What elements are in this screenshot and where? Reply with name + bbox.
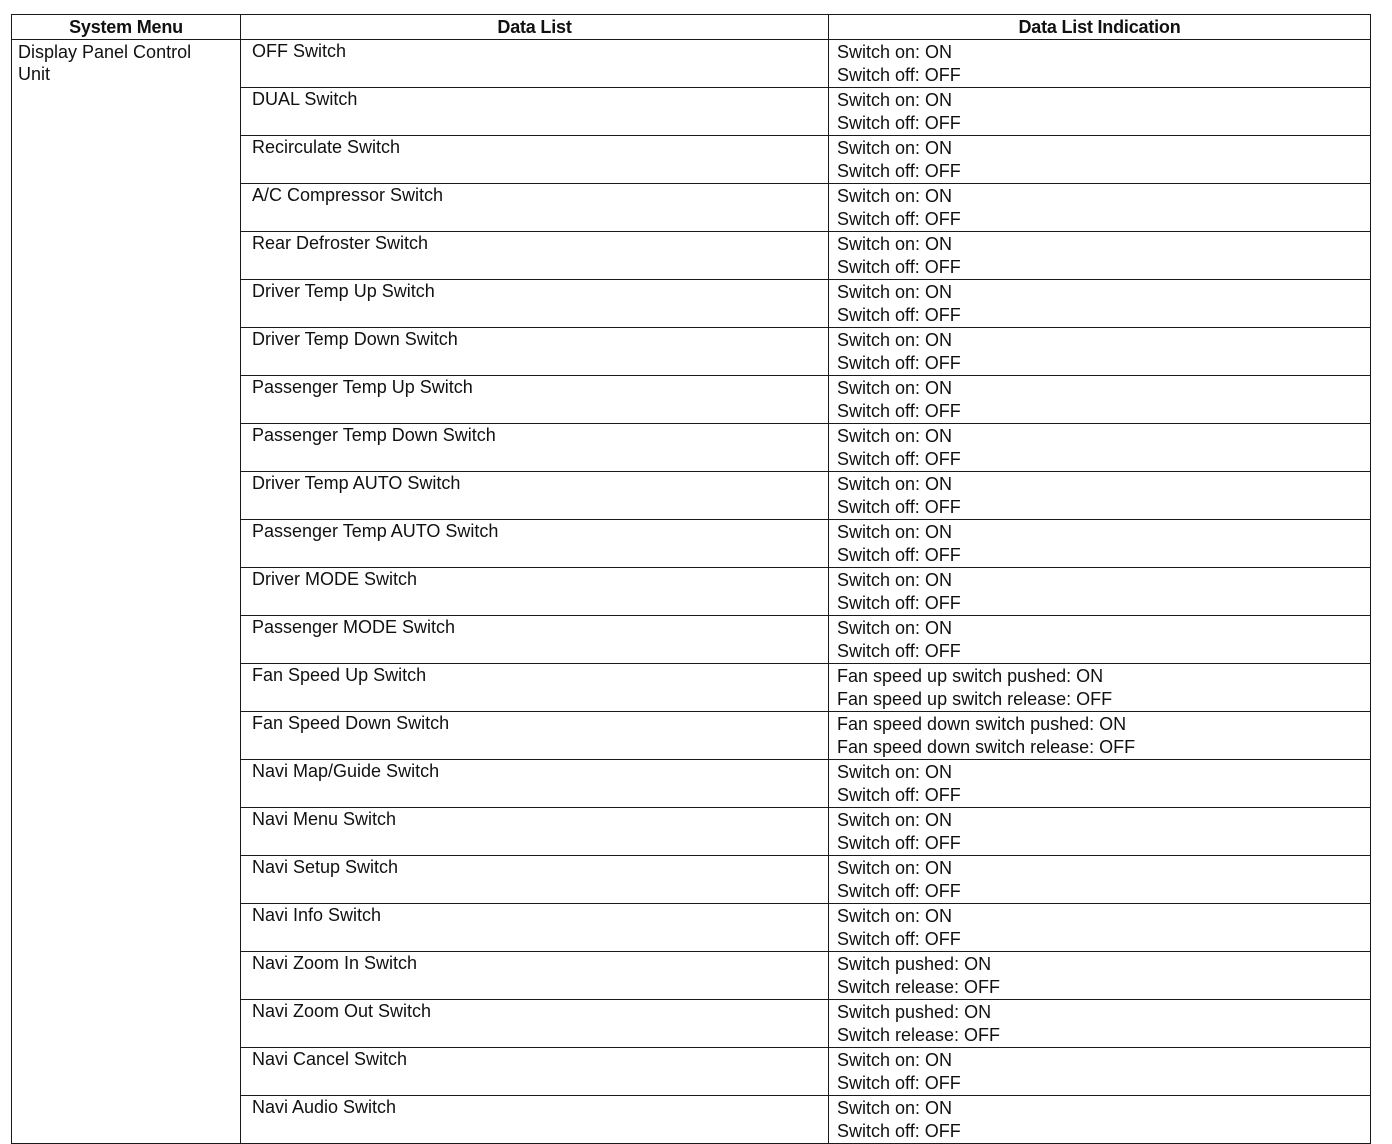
data-list-item: Driver Temp AUTO Switch (241, 472, 829, 520)
indication-line: Switch off: OFF (837, 209, 961, 229)
data-list-table (11, 14, 1371, 1144)
data-list-item: Navi Map/Guide Switch (241, 760, 829, 808)
table-header-row (12, 15, 1371, 40)
data-list-item: Passenger MODE Switch (241, 616, 829, 664)
indication-line: Fan speed down switch release: OFF (837, 737, 1136, 757)
indication-line: Fan speed up switch pushed: ON (837, 666, 1104, 686)
indication-line: Switch on: ON (837, 1098, 953, 1118)
indication-line: Switch off: OFF (837, 1073, 961, 1093)
indication-line: Switch off: OFF (837, 833, 961, 853)
indication-line: Fan speed down switch pushed: ON (837, 714, 1127, 734)
indication-line: Switch on: ON (837, 90, 953, 110)
indication-line: Switch on: ON (837, 138, 953, 158)
data-list-indication (829, 232, 1371, 280)
indication-line: Switch off: OFF (837, 305, 961, 325)
data-list-indication (829, 760, 1371, 808)
data-list-indication (829, 328, 1371, 376)
data-list-item: Navi Cancel Switch (241, 1048, 829, 1096)
data-list-indication (829, 136, 1371, 184)
data-list-item: Navi Menu Switch (241, 808, 829, 856)
indication-line: Switch on: ON (837, 522, 953, 542)
indication-line: Switch release: OFF (837, 977, 1001, 997)
document-page (11, 14, 1370, 1144)
indication-line: Switch on: ON (837, 474, 953, 494)
data-list-item: Navi Zoom Out Switch (241, 1000, 829, 1048)
indication-line: Switch on: ON (837, 1050, 953, 1070)
data-list-item: Passenger Temp Down Switch (241, 424, 829, 472)
system-menu-cell: Display Panel Control Unit (12, 40, 241, 1144)
indication-line: Switch on: ON (837, 282, 953, 302)
data-list-indication (829, 616, 1371, 664)
table-row (12, 40, 1371, 88)
data-list-indication (829, 1048, 1371, 1096)
indication-line: Switch off: OFF (837, 449, 961, 469)
table-body (12, 40, 1371, 1144)
indication-line: Fan speed up switch release: OFF (837, 689, 1113, 709)
indication-line: Switch off: OFF (837, 401, 961, 421)
indication-line: Switch on: ON (837, 234, 953, 254)
indication-line: Switch off: OFF (837, 641, 961, 661)
indication-line: Switch on: ON (837, 858, 953, 878)
data-list-indication (829, 568, 1371, 616)
indication-line: Switch pushed: ON (837, 954, 992, 974)
data-list-indication (829, 856, 1371, 904)
indication-line: Switch on: ON (837, 426, 953, 446)
data-list-item: Rear Defroster Switch (241, 232, 829, 280)
data-list-indication (829, 904, 1371, 952)
data-list-item: DUAL Switch (241, 88, 829, 136)
data-list-indication (829, 280, 1371, 328)
data-list-indication (829, 40, 1371, 88)
data-list-item: OFF Switch (241, 40, 829, 88)
data-list-indication (829, 184, 1371, 232)
data-list-item: Driver Temp Down Switch (241, 328, 829, 376)
indication-line: Switch off: OFF (837, 113, 961, 133)
header-data-list-indication: Data List Indication (829, 15, 1371, 40)
indication-line: Switch on: ON (837, 906, 953, 926)
indication-line: Switch off: OFF (837, 929, 961, 949)
data-list-indication (829, 808, 1371, 856)
indication-line: Switch on: ON (837, 570, 953, 590)
indication-line: Switch on: ON (837, 378, 953, 398)
data-list-indication (829, 1000, 1371, 1048)
indication-line: Switch off: OFF (837, 545, 961, 565)
data-list-item: Passenger Temp AUTO Switch (241, 520, 829, 568)
data-list-indication (829, 520, 1371, 568)
indication-line: Switch off: OFF (837, 257, 961, 277)
data-list-indication (829, 712, 1371, 760)
data-list-item: Recirculate Switch (241, 136, 829, 184)
data-list-indication (829, 424, 1371, 472)
indication-line: Switch on: ON (837, 618, 953, 638)
data-list-item: A/C Compressor Switch (241, 184, 829, 232)
indication-line: Switch release: OFF (837, 1025, 1001, 1045)
data-list-item: Navi Info Switch (241, 904, 829, 952)
indication-line: Switch on: ON (837, 42, 953, 62)
data-list-indication (829, 472, 1371, 520)
data-list-item: Driver MODE Switch (241, 568, 829, 616)
indication-line: Switch off: OFF (837, 1121, 961, 1141)
data-list-item: Driver Temp Up Switch (241, 280, 829, 328)
data-list-indication (829, 1096, 1371, 1144)
indication-line: Switch off: OFF (837, 785, 961, 805)
indication-line: Switch on: ON (837, 810, 953, 830)
indication-line: Switch off: OFF (837, 65, 961, 85)
indication-line: Switch off: OFF (837, 353, 961, 373)
data-list-item: Fan Speed Up Switch (241, 664, 829, 712)
data-list-item: Navi Zoom In Switch (241, 952, 829, 1000)
header-data-list: Data List (241, 15, 829, 40)
data-list-indication (829, 664, 1371, 712)
indication-line: Switch off: OFF (837, 593, 961, 613)
data-list-indication (829, 952, 1371, 1000)
indication-line: Switch on: ON (837, 186, 953, 206)
indication-line: Switch on: ON (837, 762, 953, 782)
indication-line: Switch off: OFF (837, 497, 961, 517)
indication-line: Switch off: OFF (837, 881, 961, 901)
data-list-item: Navi Audio Switch (241, 1096, 829, 1144)
data-list-indication (829, 88, 1371, 136)
indication-line: Switch pushed: ON (837, 1002, 992, 1022)
data-list-indication (829, 376, 1371, 424)
indication-line: Switch on: ON (837, 330, 953, 350)
header-system-menu: System Menu (12, 15, 241, 40)
data-list-item: Navi Setup Switch (241, 856, 829, 904)
data-list-item: Fan Speed Down Switch (241, 712, 829, 760)
data-list-item: Passenger Temp Up Switch (241, 376, 829, 424)
indication-line: Switch off: OFF (837, 161, 961, 181)
